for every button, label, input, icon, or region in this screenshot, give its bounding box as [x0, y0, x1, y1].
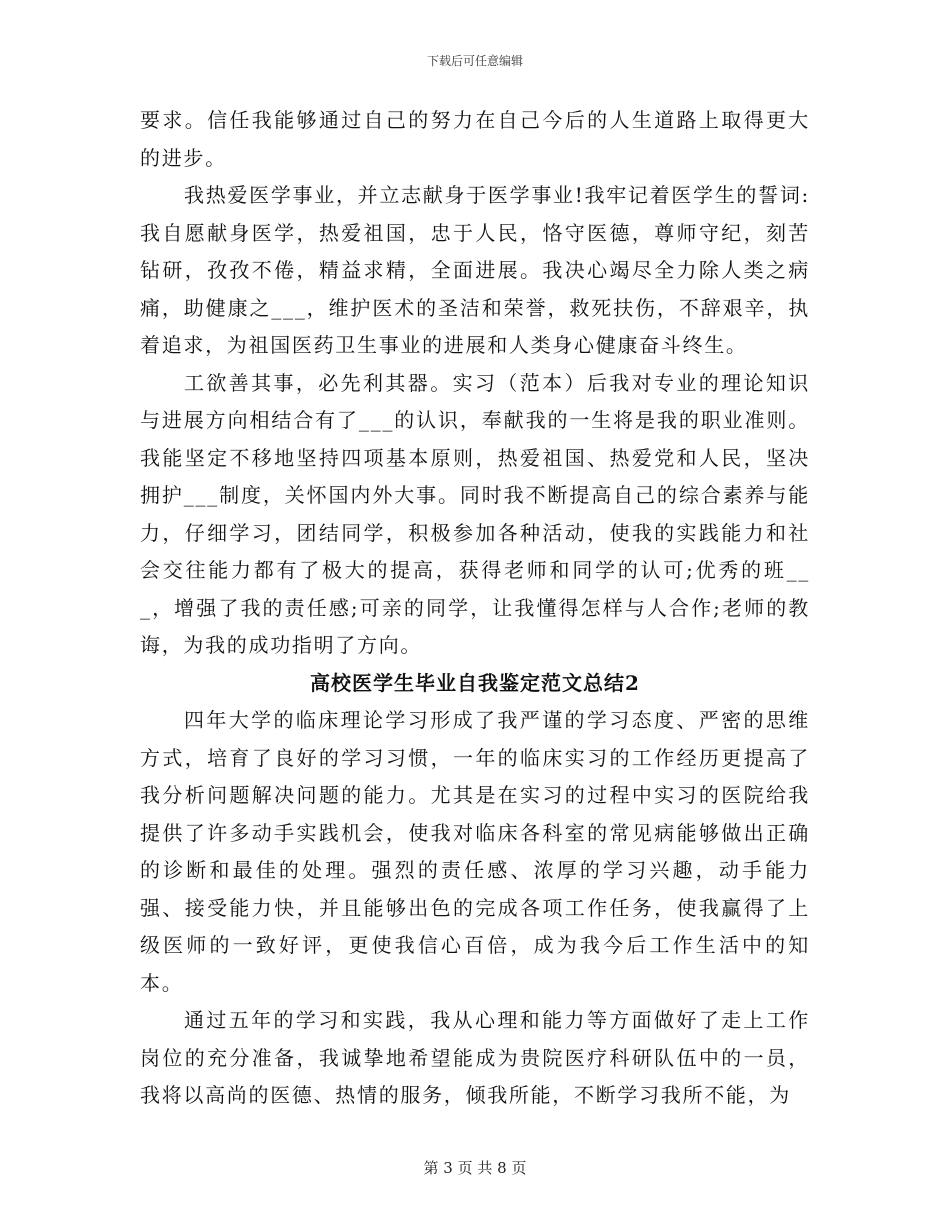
paragraph-career-aspiration: 通过五年的学习和实践，我从心理和能力等方面做好了走上工作岗位的充分准备，我诚挚地希望能成为贵院医疗科研队伍中的一员，我将以高尚的医德、热情的服务，倾我所能，不断学习我所不能，为	[140, 1008, 810, 1107]
paragraph-continued: 要求。信任我能够通过自己的努力在自己今后的人生道路上取得更大的进步。	[140, 108, 810, 170]
paragraph-clinical-study: 四年大学的临床理论学习形成了我严谨的学习态度、严密的思维方式，培育了良好的学习习惯，一年的临床实习的工作经历更提高了我分析问题解决问题的能力。尤其是在实习的过程中实习的医院给我提供了许多动手实践机会，使我对临床各科室的常见病能够做出正确的诊断和最佳的处理。强烈的责任感、浓厚的学习兴趣，动手能力强、接受能力快，并且能够出色的完成各项工作任务，使我赢得了上级医师的一致好评，更使我信心百倍，成为我今后工作生活中的知本。	[140, 708, 810, 995]
document-body	[140, 102, 810, 1115]
page-number: 第 3 页 共 8 页	[423, 1159, 527, 1177]
header-note: 下载后可任意编辑	[426, 54, 523, 68]
section-title: 高校医学生毕业自我鉴定范文总结2	[310, 670, 640, 695]
paragraph-principles: 工欲善其事，必先利其器。实习（范本）后我对专业的理论知识与进展方向相结合有了___的认识，奉献我的一生将是我的职业准则。我能坚定不移地坚持四项基本原则，热爱祖国、热爱党和人民，坚决拥护___制度，关怀国内外大事。同时我不断提高自己的综合素养与能力，仔细学习，团结同学，积极参加各种活动，使我的实践能力和社会交往能力都有了极大的提高，获得老师和同学的认可;优秀的班___，增强了我的责任感;可亲的同学，让我懂得怎样与人合作;老师的教诲，为我的成功指明了方向。	[140, 370, 810, 657]
paragraph-oath: 我热爱医学事业，并立志献身于医学事业!我牢记着医学生的誓词:我自愿献身医学，热爱祖国，忠于人民，恪守医德，尊师守纪，刻苦钻研，孜孜不倦，精益求精，全面进展。我决心竭尽全力除人类之病痛，助健康之___，维护医术的圣洁和荣誉，救死扶伤，不辞艰辛，执着追求，为祖国医药卫生事业的进展和人类身心健康奋斗终生。	[140, 183, 810, 357]
